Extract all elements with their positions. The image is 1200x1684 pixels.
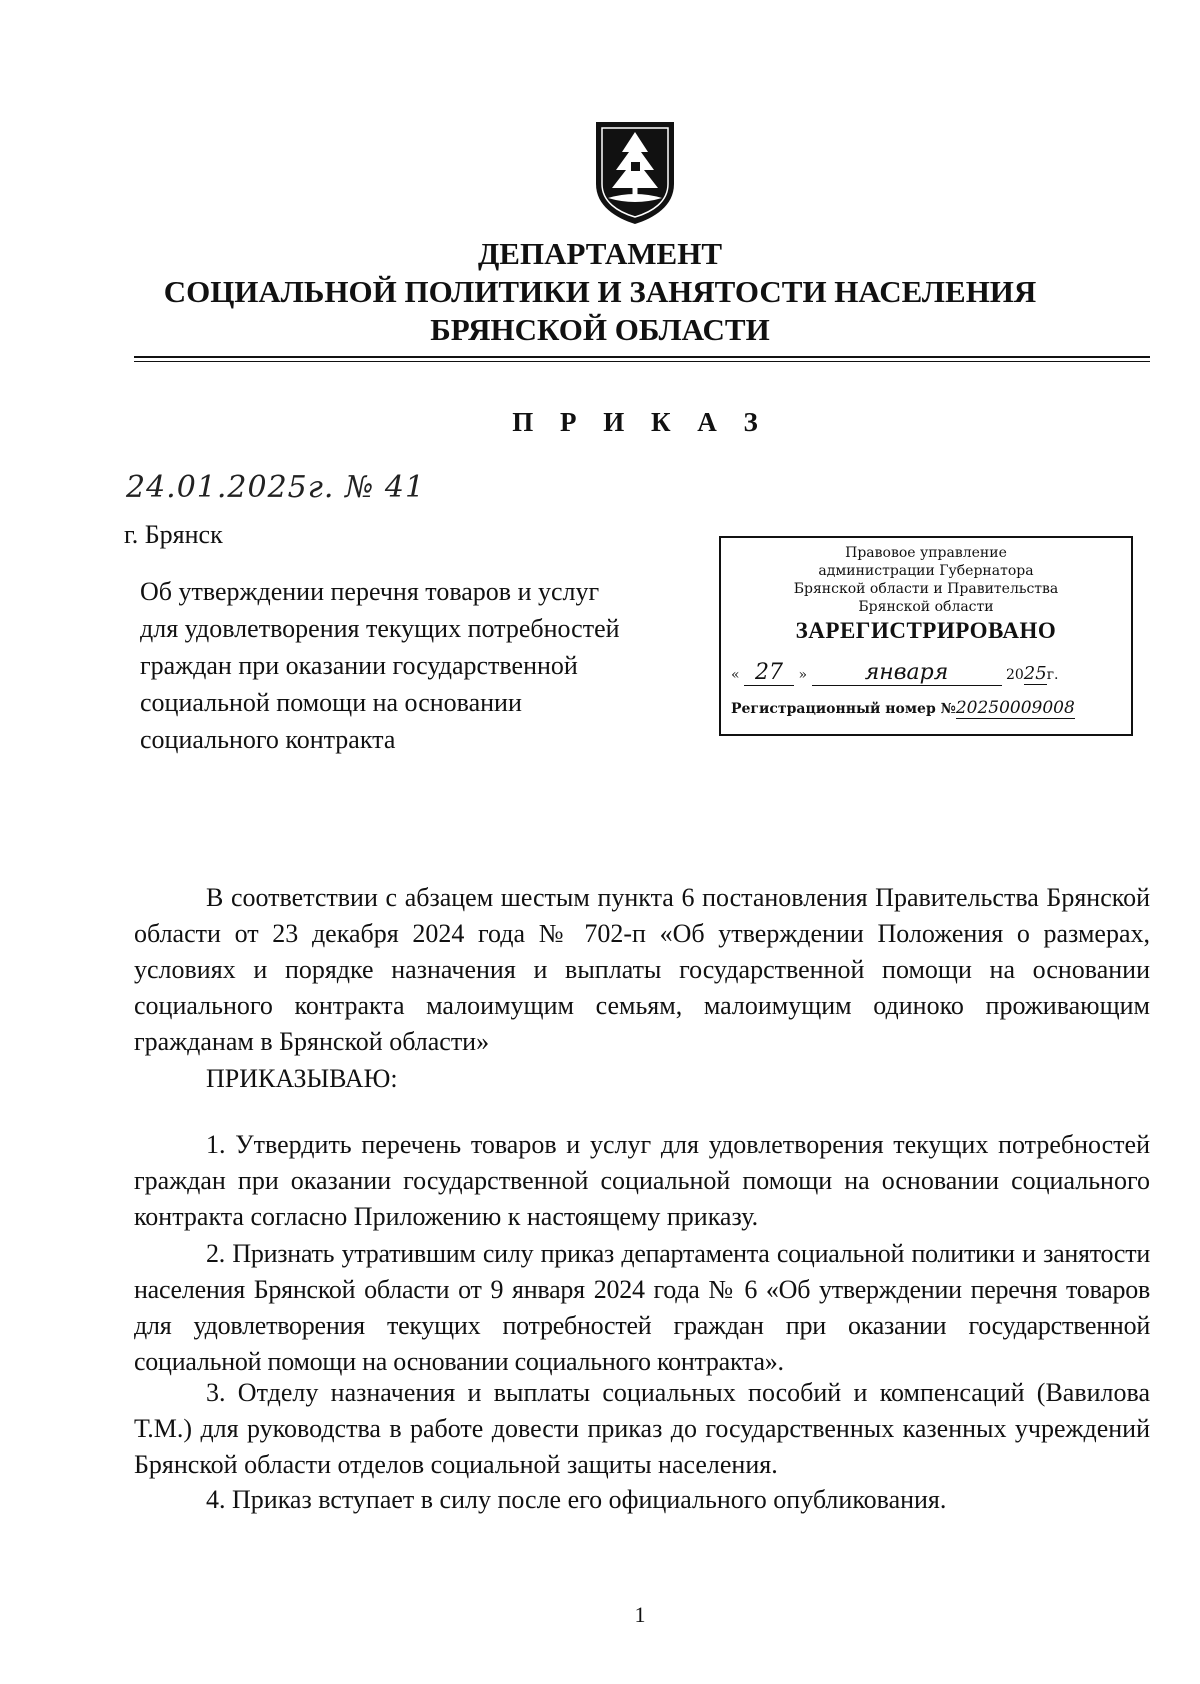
stamp-line: Брянской области <box>858 599 994 615</box>
stamp-line: администрации Губернатора <box>818 563 1034 579</box>
header-divider <box>134 356 1150 358</box>
stamp-year-unit: г. <box>1046 667 1059 683</box>
preamble-paragraph: В соответствии с абзацем шестым пункта 6 постановления Правительства Брянской области от 23 декабря 2024 года № 702-п «Об утверждении Положения о размерах, условиях и порядке назначения и выплаты государственной помощи на основании социального контракта малоимущим семьям, малоимущим одиноко проживающим гражданам в Брянской области» <box>134 883 1150 1056</box>
registration-stamp <box>719 536 1133 736</box>
order-title: П Р И К А З <box>512 407 768 437</box>
stamp-registered: ЗАРЕГИСТРИРОВАНО <box>795 618 1057 643</box>
subject-line: Об утверждении перечня товаров и услуг <box>140 577 600 606</box>
subject-line: граждан при оказании государственной <box>140 651 578 680</box>
order-subject <box>140 573 700 758</box>
order-item-4: 4. Приказ вступает в силу после его официального опубликования. <box>206 1485 947 1514</box>
order-item-3: 3. Отделу назначения и выплаты социальных пособий и компенсаций (Вавилова Т.М.) для руководства в работе довести приказ до государственных казенных учреждений Брянской области отделов социальной защиты населения. <box>134 1378 1150 1479</box>
stamp-date-row: « 27 » января 2025г. <box>731 660 1059 685</box>
stamp-month: января <box>812 660 1002 686</box>
page-number: 1 <box>634 1602 646 1627</box>
order-word: ПРИКАЗЫВАЮ: <box>206 1064 398 1093</box>
stamp-reg-row <box>731 698 1121 719</box>
subject-line: социального контракта <box>140 725 396 754</box>
stamp-reg-number: 20250009008 <box>955 698 1075 718</box>
org-name-line2: СОЦИАЛЬНОЙ ПОЛИТИКИ И ЗАНЯТОСТИ НАСЕЛЕНИЯ <box>163 274 1037 309</box>
stamp-line: Брянской области и Правительства <box>793 581 1059 597</box>
coat-of-arms-icon <box>590 118 680 226</box>
subject-line: для удовлетворения текущих потребностей <box>140 614 620 643</box>
header-divider-thin <box>134 361 1150 362</box>
city-label: г. Брянск <box>124 520 223 549</box>
handwritten-date-number: 24.01.2025г. № 41 <box>126 470 426 505</box>
stamp-year-prefix: 20 <box>1005 667 1024 683</box>
org-name-line3: БРЯНСКОЙ ОБЛАСТИ <box>430 312 770 347</box>
order-item-2: 2. Признать утратившим силу приказ департамента социальной политики и занятости населения Брянской области от 9 января 2024 года № 6 «Об утверждении перечня товаров для удовлетворения текущих потребностей граждан при оказании государственной социальной помощи на основании социального контракта». <box>134 1239 1150 1376</box>
stamp-year-suffix: 25 <box>1023 663 1047 684</box>
stamp-day: 27 <box>744 660 794 686</box>
stamp-line: Правовое управление <box>845 545 1007 561</box>
org-name-line1: ДЕПАРТАМЕНТ <box>477 236 723 271</box>
order-item-1: 1. Утвердить перечень товаров и услуг для удовлетворения текущих потребностей граждан при оказании государственной социальной помощи на основании социального контракта согласно Приложению к настоящему приказу. <box>134 1130 1150 1231</box>
stamp-reg-label: Регистрационный номер № <box>731 701 956 717</box>
subject-line: социальной помощи на основании <box>140 688 522 717</box>
